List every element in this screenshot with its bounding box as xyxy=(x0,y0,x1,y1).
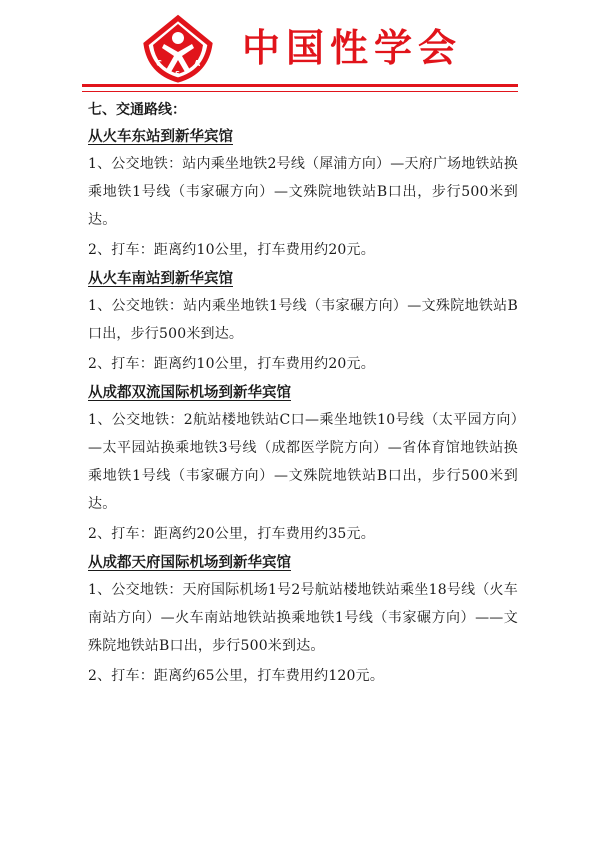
svg-text:A: A xyxy=(194,59,201,68)
route-block-tianfu-airport xyxy=(88,550,518,690)
transit-instructions: 1、公交地铁：站内乘坐地铁1号线（韦家碾方向）—文殊院地铁站B口出，步行500米到达。 xyxy=(88,298,518,342)
route-block-shuangliu-airport xyxy=(88,380,518,548)
transit-instructions: 1、公交地铁：2航站楼地铁站C口—乘坐地铁10号线（太平园方向）—太平园站换乘地铁3号线（成都医学院方向）—省体育馆地铁站换乘地铁1号线（韦家碾方向）—文殊院地铁站B口出，步行500米到达。 xyxy=(88,412,518,512)
taxi-instructions: 2、打车：距离约20公里，打车费用约35元。 xyxy=(88,526,375,542)
route-heading: 从火车南站到新华宾馆 xyxy=(88,270,233,287)
document-header xyxy=(0,0,600,96)
route-block-south-station xyxy=(88,266,518,378)
csa-logo xyxy=(140,14,216,84)
taxi-instructions: 2、打车：距离约10公里，打车费用约20元。 xyxy=(88,356,375,372)
route-heading: 从火车东站到新华宾馆 xyxy=(88,128,233,145)
route-heading: 从成都双流国际机场到新华宾馆 xyxy=(88,384,291,401)
organization-name: 中国性学会 xyxy=(242,25,463,70)
taxi-instructions: 2、打车：距离约10公里，打车费用约20元。 xyxy=(88,242,375,258)
transit-instructions: 1、公交地铁：天府国际机场1号2号航站楼地铁站乘坐18号线（火车南站方向）—火车南站地铁站换乘地铁1号线（韦家碾方向）——文殊院地铁站B口出，步行500米到达。 xyxy=(88,582,518,654)
header-rule-thin xyxy=(82,91,518,92)
header-rule-thick xyxy=(82,84,518,87)
svg-text:C: C xyxy=(156,59,162,68)
section-heading: 七、交通路线： xyxy=(88,102,186,118)
route-heading: 从成都天府国际机场到新华宾馆 xyxy=(88,554,291,571)
route-block-east-station xyxy=(88,124,518,264)
svg-text:S: S xyxy=(175,70,181,78)
taxi-instructions: 2、打车：距离约65公里，打车费用约120元。 xyxy=(88,668,385,684)
transit-instructions: 1、公交地铁：站内乘坐地铁2号线（犀浦方向）—天府广场地铁站换乘地铁1号线（韦家碾方向）—文殊院地铁站B口出，步行500米到达。 xyxy=(88,156,519,228)
document-body xyxy=(88,96,518,692)
